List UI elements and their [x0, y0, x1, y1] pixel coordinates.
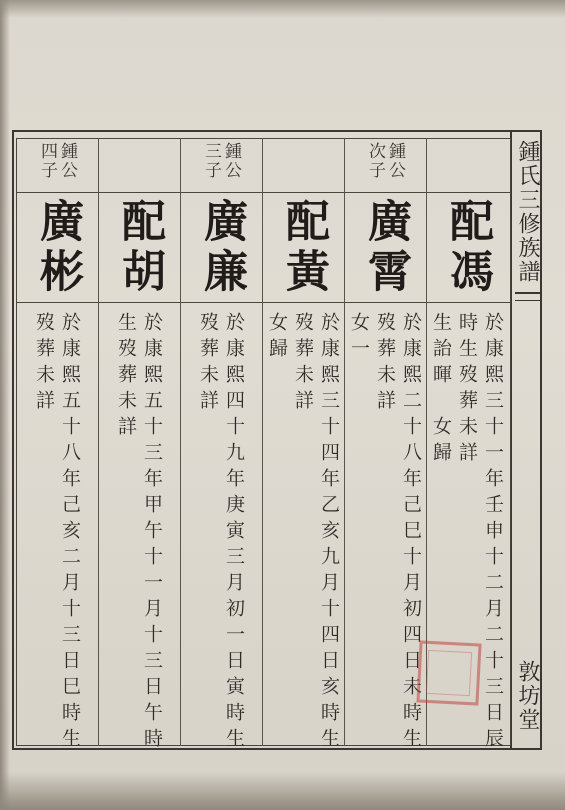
spouse-name: 配馮: [442, 198, 493, 298]
header-line: 鍾公: [385, 142, 405, 180]
record-line: 生歿葬未詳: [115, 312, 137, 442]
hall-name: 敦坊堂: [515, 660, 540, 732]
row-divider-names: [16, 302, 511, 303]
record-line: 於康熙五十八年己亥二月十三日巳時生: [59, 312, 81, 754]
header-line: 鍾公: [221, 142, 241, 180]
record-line: 生詒暉 女歸: [430, 312, 452, 468]
page-bottom-edge: [0, 772, 565, 810]
header-line: 三子: [201, 142, 221, 180]
record-line: 時生歿葬未詳: [456, 312, 478, 468]
person-record: [16, 312, 98, 754]
record-line: 於康熙三十四年乙亥九月十四日亥時生: [318, 312, 340, 754]
record-line: 歿葬未詳: [33, 312, 55, 416]
spouse-name: 配胡: [114, 198, 165, 298]
record-line: 女歸: [266, 312, 288, 364]
person-name: 廣彬: [32, 198, 83, 298]
column-header-guangbin: [16, 142, 98, 190]
record-line: 女一: [348, 312, 370, 364]
header-line: 四子: [37, 142, 57, 180]
spouse-name: 配黃: [278, 198, 329, 298]
record-line: 於康熙四十九年庚寅三月初一日寅時生: [223, 312, 245, 754]
person-name: 廣霄: [360, 198, 411, 298]
record-line: 歿葬未詳: [374, 312, 396, 416]
header-line: 次子: [365, 142, 385, 180]
red-seal-stamp: [416, 640, 481, 705]
seal-inner-border: [426, 650, 472, 696]
record-line: 於康熙三十一年壬申十二月二十三日辰: [482, 312, 504, 754]
fishtail-mark-lower: [515, 300, 541, 301]
spouse-record: [262, 312, 344, 754]
column-header-guangxiao: [344, 142, 426, 190]
margin-title: 鍾氏三修族譜: [515, 140, 540, 284]
person-record: [180, 312, 262, 754]
record-line: 歿葬未詳: [197, 312, 219, 416]
page-left-edge: [0, 0, 10, 810]
person-name: 廣廉: [196, 198, 247, 298]
record-line: 歿葬未詳: [292, 312, 314, 416]
person-record: [344, 312, 426, 754]
column-header-guanglian: [180, 142, 262, 190]
record-line: 於康熙五十三年甲午十一月十三日午時: [141, 312, 163, 754]
spouse-record: [98, 312, 180, 754]
fishtail-mark: [515, 292, 541, 294]
record-line: 於康熙二十八年己巳十月初四日未時生: [400, 312, 422, 754]
row-divider-top: [16, 192, 511, 193]
page-top-shadow: [0, 0, 565, 18]
header-line: 鍾公: [57, 142, 77, 180]
